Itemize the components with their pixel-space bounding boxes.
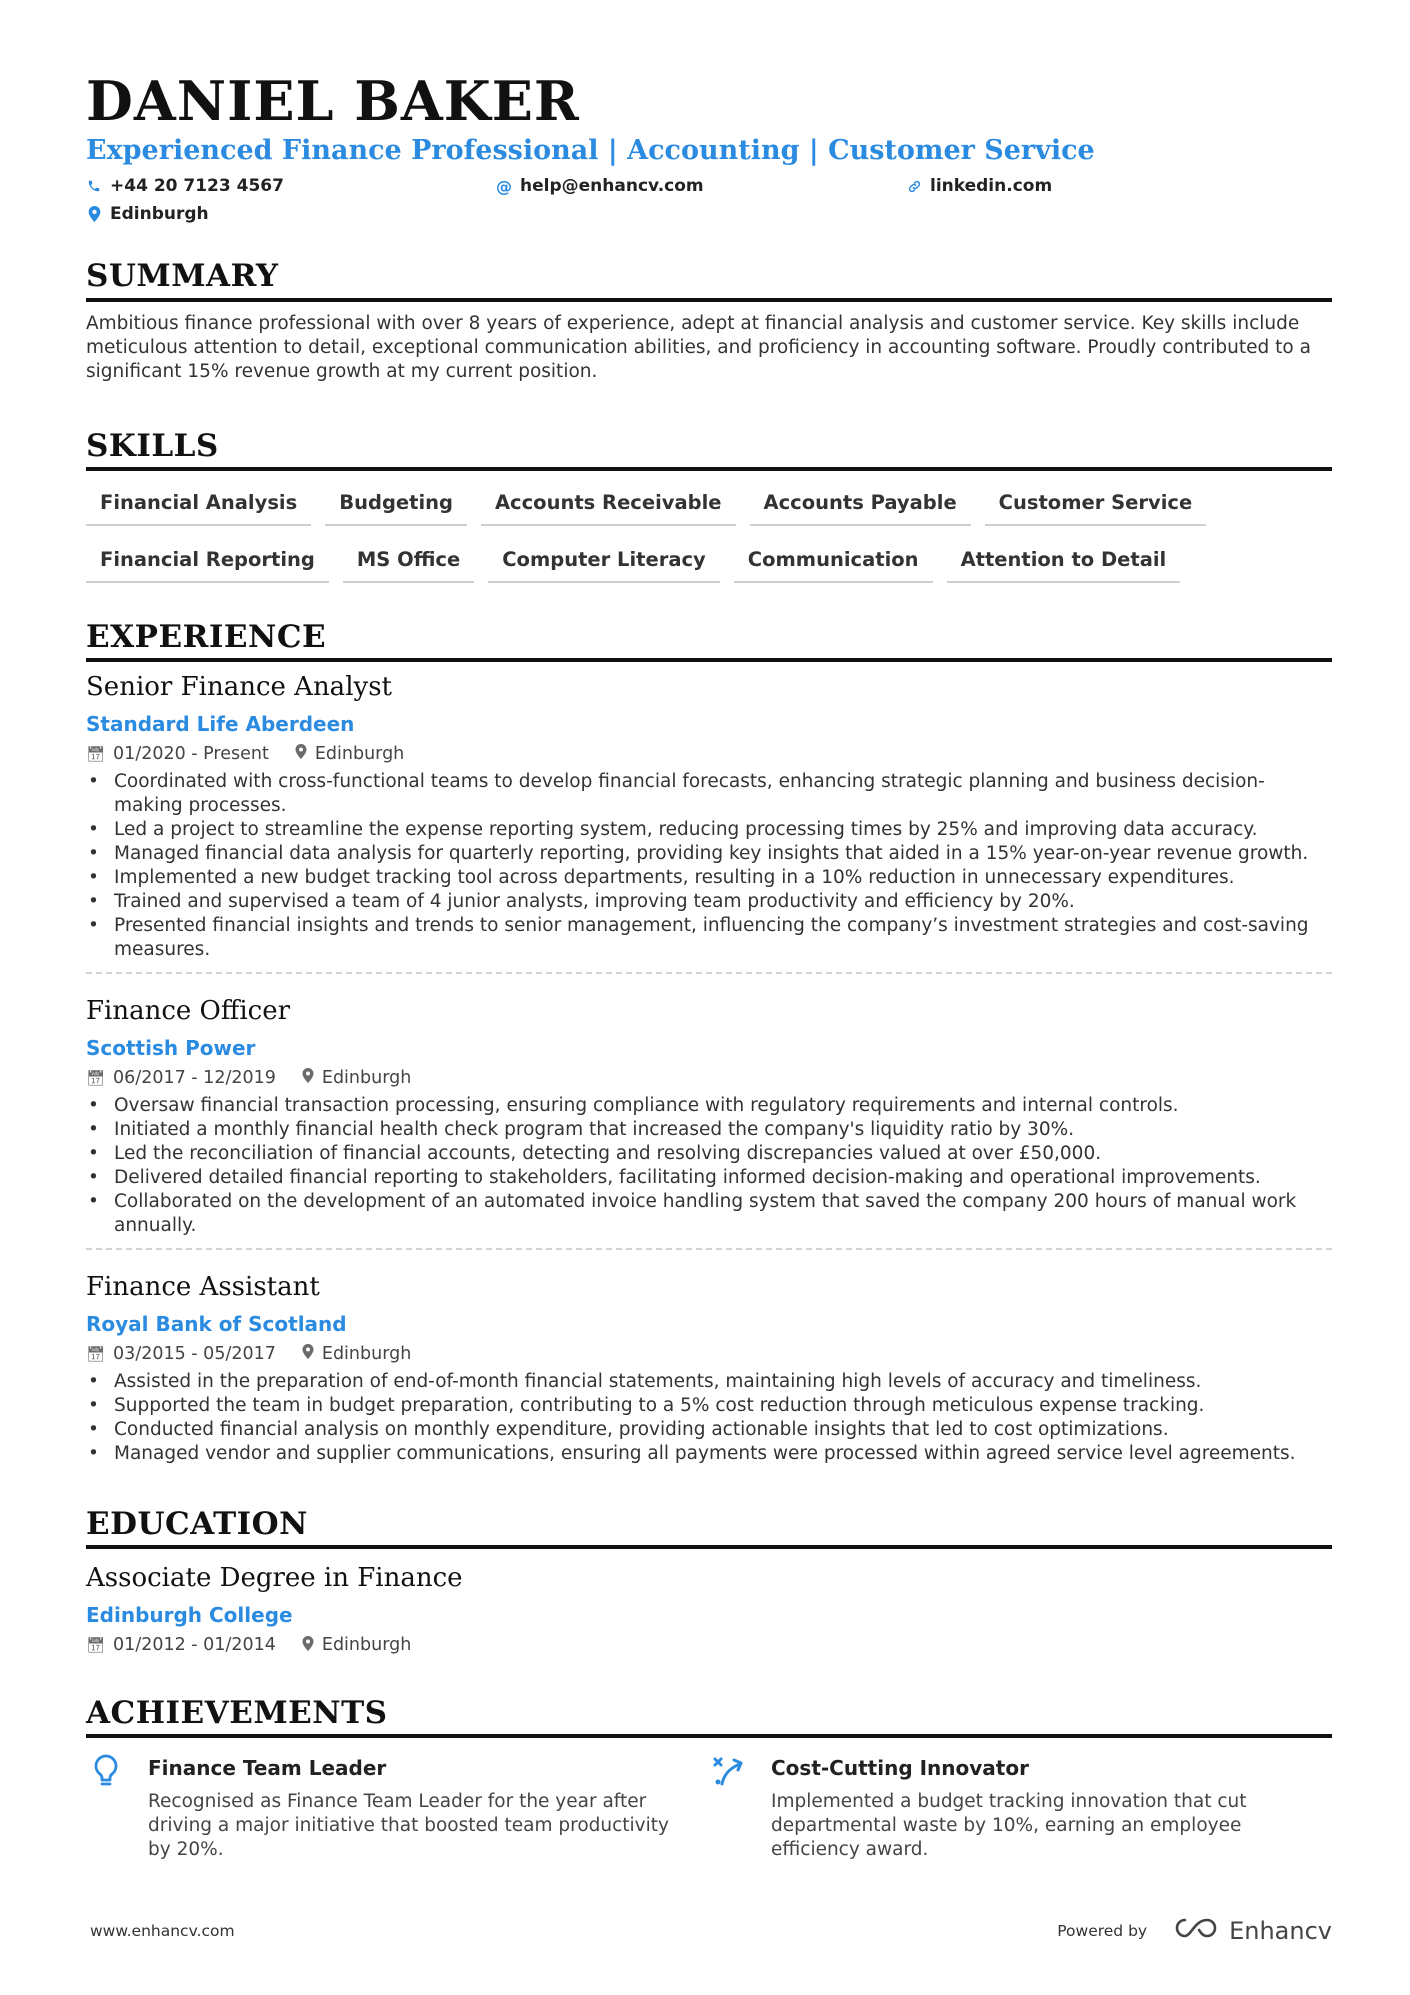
achievements-section bbox=[86, 1695, 1332, 1862]
phone-icon bbox=[86, 179, 102, 193]
calendar-icon: 📅︎ bbox=[86, 1068, 106, 1087]
job-bullets bbox=[86, 1094, 1332, 1238]
achievement-item bbox=[86, 1752, 709, 1862]
contact-email[interactable] bbox=[496, 176, 906, 196]
email-text: help@enhancv.com bbox=[520, 176, 704, 197]
location-pin-icon bbox=[295, 744, 307, 763]
education-title: EDUCATION bbox=[86, 1506, 1332, 1549]
list-item: • Initiated a monthly financial health check program that increased the company's liquidity ratio by 30%. bbox=[86, 1118, 1332, 1142]
footer-url[interactable]: www.enhancv.com bbox=[90, 1922, 235, 1940]
list-item: • Oversaw financial transaction processing, ensuring compliance with regulatory requirements and internal controls. bbox=[86, 1094, 1332, 1118]
skill-tag: Accounts Receivable bbox=[481, 485, 736, 526]
job-meta bbox=[86, 1068, 1332, 1088]
list-item: • Delivered detailed financial reporting to stakeholders, facilitating informed decision-making and operational improvements. bbox=[86, 1166, 1332, 1190]
achievements-list bbox=[86, 1752, 1332, 1862]
job-title: Senior Finance Analyst bbox=[86, 671, 392, 702]
list-item: • Conducted financial analysis on monthly expenditure, providing actionable insights that led to cost optimizations. bbox=[86, 1418, 1332, 1442]
calendar-icon: 📅︎ bbox=[86, 744, 106, 763]
education-dates: 01/2012 - 01/2014 bbox=[113, 1635, 276, 1656]
resume-page bbox=[86, 69, 1332, 1862]
company-name: Royal Bank of Scotland bbox=[86, 1311, 347, 1336]
location-text: Edinburgh bbox=[110, 204, 209, 225]
linkedin-text: linkedin.com bbox=[930, 176, 1053, 197]
brand-name: Enhancv bbox=[1229, 1917, 1332, 1945]
at-sign-icon: @ bbox=[496, 176, 512, 196]
candidate-name: DANIEL BAKER bbox=[86, 69, 580, 133]
list-item: • Presented financial insights and trends to senior management, influencing the company’s investment strategies and cost-saving measures. bbox=[86, 914, 1332, 962]
job-entry bbox=[86, 1248, 1332, 1476]
job-dates: 03/2015 - 05/2017 bbox=[113, 1343, 276, 1364]
list-item: • Trained and supervised a team of 4 junior analysts, improving team productivity and efficiency by 20%. bbox=[86, 890, 1332, 914]
skill-tag: Customer Service bbox=[985, 485, 1207, 526]
skill-tag: MS Office bbox=[343, 542, 474, 583]
job-bullets bbox=[86, 770, 1332, 962]
company-name: Scottish Power bbox=[86, 1035, 256, 1060]
job-entry bbox=[86, 672, 1332, 972]
skill-tag: Accounts Payable bbox=[750, 485, 971, 526]
strategy-arrow-icon bbox=[709, 1752, 749, 1862]
list-item: • Led the reconciliation of financial accounts, detecting and resolving discrepancies valued at over £50,000. bbox=[86, 1142, 1332, 1166]
skill-tag: Financial Reporting bbox=[86, 542, 329, 583]
list-item: • Managed vendor and supplier communications, ensuring all payments were processed within agreed service level agreements. bbox=[86, 1442, 1332, 1466]
skill-tag: Computer Literacy bbox=[488, 542, 720, 583]
contact-linkedin[interactable] bbox=[906, 176, 1052, 196]
achievement-item bbox=[709, 1752, 1332, 1862]
list-item: • Assisted in the preparation of end-of-month financial statements, maintaining high levels of accuracy and timeliness. bbox=[86, 1370, 1332, 1394]
list-item: • Managed financial data analysis for quarterly reporting, providing key insights that aided in a 15% year-on-year revenue growth. bbox=[86, 842, 1332, 866]
skill-tag: Budgeting bbox=[325, 485, 467, 526]
page-footer bbox=[90, 1916, 1332, 1946]
contact-location bbox=[86, 204, 1332, 224]
job-dates: 01/2020 - Present bbox=[113, 743, 269, 764]
candidate-headline: Experienced Finance Professional | Accounting | Customer Service bbox=[86, 135, 1095, 167]
school-name: Edinburgh College bbox=[86, 1603, 293, 1628]
footer-branding bbox=[1057, 1916, 1332, 1946]
list-item: • Led a project to streamline the expense reporting system, reducing processing times by 25% and improving data accuracy. bbox=[86, 818, 1332, 842]
skills-list bbox=[86, 485, 1246, 583]
job-location: Edinburgh bbox=[314, 743, 405, 764]
achievement-title: Finance Team Leader bbox=[148, 1756, 387, 1781]
skill-tag: Attention to Detail bbox=[947, 542, 1181, 583]
list-item: • Collaborated on the development of an automated invoice handling system that saved the company 200 hours of manual work annually. bbox=[86, 1190, 1332, 1238]
skill-tag: Financial Analysis bbox=[86, 485, 311, 526]
experience-section bbox=[86, 619, 1332, 1476]
location-pin-icon bbox=[302, 1636, 314, 1655]
company-name: Standard Life Aberdeen bbox=[86, 711, 355, 736]
link-icon bbox=[906, 179, 922, 194]
education-meta bbox=[86, 1635, 1332, 1655]
job-location: Edinburgh bbox=[321, 1343, 412, 1364]
powered-by-label: Powered by bbox=[1057, 1922, 1148, 1940]
location-pin-icon bbox=[302, 1344, 314, 1363]
location-pin-icon bbox=[302, 1068, 314, 1087]
list-item: • Supported the team in budget preparation, contributing to a 5% cost reduction through meticulous expense tracking. bbox=[86, 1394, 1332, 1418]
list-item: • Implemented a new budget tracking tool across departments, resulting in a 10% reduction in unnecessary expenditures. bbox=[86, 866, 1332, 890]
contact-phone[interactable] bbox=[86, 176, 496, 196]
job-title: Finance Assistant bbox=[86, 1271, 320, 1302]
job-meta bbox=[86, 744, 1332, 764]
job-entry bbox=[86, 972, 1332, 1248]
summary-text: Ambitious finance professional with over 8 years of experience, adept at financial analysis and customer service. Key skills include meticulous attention to detail, exceptional communication abilities, and proficiency in accounting software. Proudly contributed to a significant 15% revenue growth at my current position. bbox=[86, 312, 1311, 382]
education-location: Edinburgh bbox=[321, 1635, 412, 1656]
achievement-title: Cost-Cutting Innovator bbox=[771, 1756, 1029, 1781]
lightbulb-icon bbox=[86, 1752, 126, 1862]
infinity-logo-icon bbox=[1173, 1916, 1219, 1946]
enhancv-logo[interactable] bbox=[1173, 1916, 1332, 1946]
location-pin-icon bbox=[86, 206, 102, 222]
achievements-title: ACHIEVEMENTS bbox=[86, 1695, 1332, 1738]
experience-title: EXPERIENCE bbox=[86, 619, 1332, 662]
job-meta bbox=[86, 1344, 1332, 1364]
skill-tag: Communication bbox=[734, 542, 933, 583]
resume-header bbox=[86, 69, 1332, 225]
achievement-text: Implemented a budget tracking innovation that cut departmental waste by 10%, earning an employee efficiency award. bbox=[771, 1791, 1247, 1861]
job-location: Edinburgh bbox=[321, 1067, 412, 1088]
achievement-text: Recognised as Finance Team Leader for the year after driving a major initiative that boosted team productivity by 20%. bbox=[148, 1791, 669, 1861]
calendar-icon: 📅︎ bbox=[86, 1636, 106, 1655]
skills-title: SKILLS bbox=[86, 428, 1332, 471]
contact-row bbox=[86, 176, 1332, 196]
summary-section bbox=[86, 258, 1332, 383]
skills-section bbox=[86, 428, 1332, 583]
job-dates: 06/2017 - 12/2019 bbox=[113, 1067, 276, 1088]
degree-title: Associate Degree in Finance bbox=[86, 1563, 463, 1594]
phone-text: +44 20 7123 4567 bbox=[110, 176, 284, 197]
list-item: • Coordinated with cross-functional teams to develop financial forecasts, enhancing strategic planning and business decision-making processes. bbox=[86, 770, 1332, 818]
calendar-icon: 📅︎ bbox=[86, 1344, 106, 1363]
job-bullets bbox=[86, 1370, 1332, 1466]
education-section bbox=[86, 1506, 1332, 1655]
summary-title: SUMMARY bbox=[86, 258, 1332, 301]
job-title: Finance Officer bbox=[86, 995, 291, 1026]
